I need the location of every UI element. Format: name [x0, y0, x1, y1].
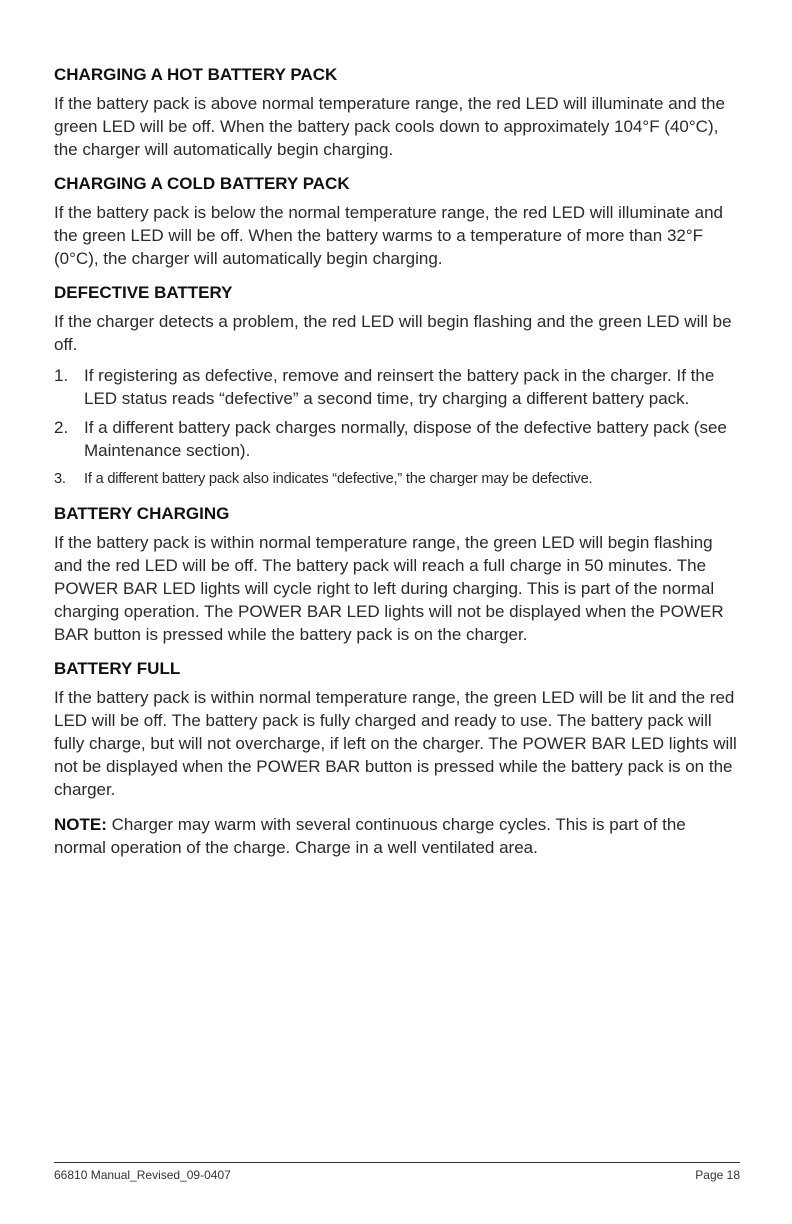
section-battery-charging — [54, 503, 740, 646]
list-item-text: If registering as defective, remove and reinsert the battery pack in the charger. If the LED status reads “defective” a second time, try charging a different battery pack. — [84, 366, 715, 408]
footer-page-number: Page 18 — [695, 1168, 740, 1182]
para-defective-battery: If the charger detects a problem, the red LED will begin flashing and the green LED will be off. — [54, 312, 732, 354]
list-item-text: If a different battery pack charges normally, dispose of the defective battery pack (see Maintenance section). — [84, 418, 727, 460]
list-item — [54, 468, 740, 491]
list-item-number: 2. — [54, 418, 69, 437]
heading-hot-battery: CHARGING A HOT BATTERY PACK — [54, 65, 338, 84]
note-label: NOTE: — [54, 815, 107, 834]
para-hot-battery: If the battery pack is above normal temperature range, the red LED will illuminate and the green LED will be off. When the battery pack cools down to approximately 104°F (40°C), the charger will automatically begin charging. — [54, 94, 725, 159]
para-cold-battery: If the battery pack is below the normal temperature range, the red LED will illuminate and the green LED will be off. When the battery warms to a temperature of more than 32°F (0°C), the charger will automatically begin charging. — [54, 203, 724, 268]
list-item-text: If a different battery pack also indicates “defective,” the charger may be defective. — [84, 471, 593, 487]
footer-divider — [54, 1162, 740, 1163]
defective-steps-list — [54, 364, 740, 491]
footer-document-id: 66810 Manual_Revised_09-0407 — [54, 1168, 231, 1182]
list-item — [54, 364, 740, 410]
heading-cold-battery: CHARGING A COLD BATTERY PACK — [54, 174, 350, 193]
section-defective-battery — [54, 282, 740, 491]
para-battery-full: If the battery pack is within normal temperature range, the green LED will be lit and the red LED will be off. The battery pack is fully charged and ready to use. The battery pack will fully charge, but will not overcharge, if left on the charger. The POWER BAR LED lights will not be displayed when the POWER BAR button is pressed while the battery pack is on the charger. — [54, 688, 737, 799]
page-footer — [54, 1168, 740, 1182]
list-item — [54, 416, 740, 462]
heading-battery-full: BATTERY FULL — [54, 659, 181, 678]
list-item-number: 3. — [54, 471, 66, 487]
section-battery-full — [54, 658, 740, 801]
section-cold-battery — [54, 173, 740, 270]
note-paragraph — [54, 813, 740, 859]
list-item-number: 1. — [54, 366, 69, 385]
note-text: Charger may warm with several continuous charge cycles. This is part of the normal operation of the charge. Charge in a well ventilated area. — [54, 815, 686, 857]
para-battery-charging: If the battery pack is within normal temperature range, the green LED will begin flashing and the red LED will be off. The battery pack will reach a full charge in 50 minutes. The POWER BAR LED lights will cycle right to left during charging. This is part of the normal charging operation. The POWER BAR LED lights will not be displayed when the POWER BAR button is pressed while the battery pack is on the charger. — [54, 533, 724, 644]
document-page — [54, 64, 740, 863]
heading-battery-charging: BATTERY CHARGING — [54, 504, 230, 523]
heading-defective-battery: DEFECTIVE BATTERY — [54, 283, 233, 302]
section-hot-battery — [54, 64, 740, 161]
